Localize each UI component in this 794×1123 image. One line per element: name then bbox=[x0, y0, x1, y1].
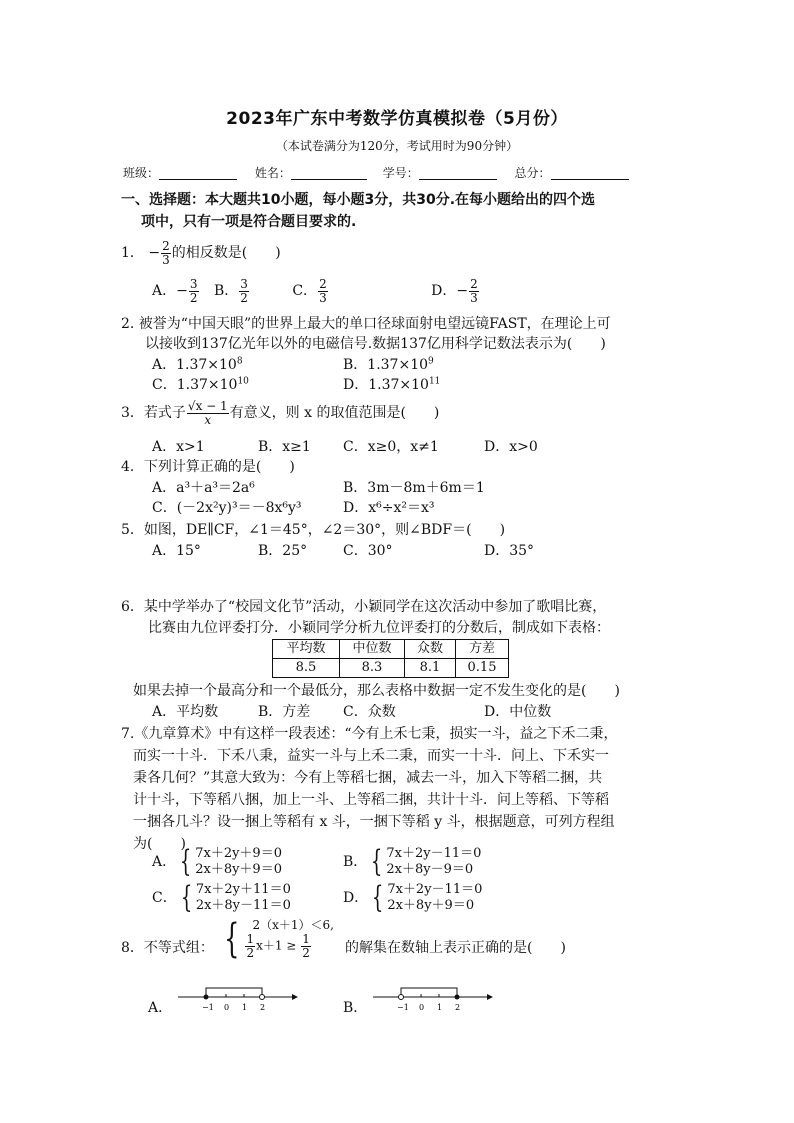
q6-line1: 6．某中学举办了“校园文化节”活动，小颖同学在这次活动中参加了歌唱比赛， bbox=[121, 599, 607, 615]
table-cell-mean: 8.5 bbox=[273, 659, 340, 678]
q2-line1: 2. 被誉为“中国天眼”的世界上最大的单口径球面射电望远镜FAST，在理论上可 bbox=[121, 316, 611, 332]
q2-option-c[interactable]: C．$1.37\times 10^{10}$ bbox=[152, 376, 249, 393]
q6-option-a[interactable]: A．平均数 bbox=[152, 704, 219, 720]
tick-label: 1 bbox=[242, 1003, 248, 1012]
q8-ineq2: $\frac{1}{2}$ x＋1 ≥ $\frac{1}{2}$ bbox=[246, 932, 310, 960]
q4-option-a[interactable]: A．a³＋a³＝2a⁶ bbox=[152, 480, 255, 496]
q7-option-b[interactable]: B． { 7x＋2y－11＝0 2x＋8y－9＝0 bbox=[343, 844, 482, 880]
tick-label: 2 bbox=[260, 1003, 266, 1012]
q2-option-b[interactable]: B．$1.37\times 10^9$ bbox=[343, 356, 434, 373]
q8-option-a-label: A． bbox=[148, 1000, 173, 1016]
q7-line3: 秉各几何？”其意大致为：今有上等稻七捆，减去一斗，加入下等稻二捆，共 bbox=[133, 770, 603, 786]
q6-option-b[interactable]: B．方差 bbox=[258, 704, 311, 720]
q8-ineq1: 2（x＋1）＜6, bbox=[252, 918, 334, 932]
q4-option-b[interactable]: B．3m－8m＋6m＝1 bbox=[343, 480, 485, 496]
q8-option-b-label: B． bbox=[343, 1000, 368, 1016]
q1-sign: − bbox=[148, 245, 161, 262]
q6-option-c[interactable]: C．众数 bbox=[343, 704, 396, 720]
tick-label: 0 bbox=[419, 1003, 425, 1012]
q1-option-d[interactable]: D．− $\frac{2}{3}$ bbox=[431, 277, 478, 305]
table-header-median: 中位数 bbox=[340, 640, 405, 659]
class-blank[interactable] bbox=[159, 167, 237, 180]
q7-option-d[interactable]: D． { 7x＋2y－11＝0 2x＋8y＋9＝0 bbox=[343, 880, 483, 916]
page-subtitle: （本试卷满分为120分，考试用时为90分钟） bbox=[275, 139, 519, 153]
q5-option-c[interactable]: C．30° bbox=[343, 543, 393, 559]
info-fields bbox=[123, 166, 629, 180]
q8-stem: 的解集在数轴上表示正确的是( ) bbox=[345, 940, 566, 956]
q3-stem: 有意义，则 x 的取值范围是( ) bbox=[229, 405, 440, 422]
q3-option-c[interactable]: C．x≥0，x≠1 bbox=[343, 439, 439, 455]
tick-label: −1 bbox=[202, 1003, 214, 1012]
q7-line4: 计十斗，下等稻八捆，加上一斗、上等稻二捆，共计十斗．问上等稻、下等稻 bbox=[133, 792, 609, 808]
q8-prefix: 8．不等式组： bbox=[121, 940, 214, 956]
q4-stem: 4．下列计算正确的是( ) bbox=[121, 459, 295, 475]
section-heading-line2: 项中，只有一项是符合题目要求的. bbox=[141, 214, 357, 230]
q7-line1: 7.《九章算术》中有这样一段表述：“今有上禾七秉，损实一斗，益之下禾二秉， bbox=[121, 726, 618, 742]
q3-option-b[interactable]: B．x≥1 bbox=[258, 439, 311, 455]
tick-label: 0 bbox=[224, 1003, 230, 1012]
q2-option-a[interactable]: A．$1.37\times 10^8$ bbox=[152, 356, 243, 373]
question-3 bbox=[121, 400, 439, 426]
q3-prefix: 3．若式子 bbox=[121, 405, 186, 422]
q5-option-d[interactable]: D．35° bbox=[484, 543, 535, 559]
q2-option-d[interactable]: D．$1.37\times 10^{11}$ bbox=[343, 376, 441, 393]
q5-option-b[interactable]: B．25° bbox=[258, 543, 308, 559]
q5-option-a[interactable]: A．15° bbox=[152, 543, 201, 559]
q2-line2: 以接收到137亿光年以外的电磁信号.数据137亿用科学记数法表示为( ) bbox=[145, 336, 606, 352]
q1-stem: 的相反数是( ) bbox=[171, 245, 281, 262]
number-line-a bbox=[170, 980, 300, 1020]
q6-option-d[interactable]: D．中位数 bbox=[484, 704, 552, 720]
tick-label: 1 bbox=[437, 1003, 443, 1012]
question-1 bbox=[121, 240, 281, 266]
q3-option-a[interactable]: A．x>1 bbox=[152, 439, 205, 455]
q7-line2: 而实一十斗．下禾八秉，益实一斗与上禾二秉，而实一十斗．问上、下禾实一 bbox=[133, 748, 609, 764]
q6-line3: 如果去掉一个最高分和一个最低分，那么表格中数据一定不发生变化的是( ) bbox=[133, 683, 620, 699]
q7-line5: 一捆各几斗？设一捆上等稻有 x 斗，一捆下等稻 y 斗，根据题意，可列方程组 bbox=[133, 814, 615, 830]
table-cell-variance: 0.15 bbox=[456, 659, 509, 678]
q8-option-a[interactable] bbox=[148, 980, 298, 1020]
q1-option-c[interactable]: C． $\frac{2}{3}$ bbox=[292, 277, 327, 305]
table-cell-mode: 8.1 bbox=[405, 659, 456, 678]
name-blank[interactable] bbox=[291, 167, 367, 180]
q8-option-b[interactable] bbox=[343, 980, 493, 1020]
name-label: 姓名： bbox=[254, 166, 291, 180]
q6-line2: 比赛由九位评委打分．小颖同学分析九位评委打的分数后，制成如下表格： bbox=[148, 620, 610, 636]
id-label: 学号： bbox=[382, 166, 419, 180]
tick-label: −1 bbox=[397, 1003, 409, 1012]
table-cell-median: 8.3 bbox=[340, 659, 405, 678]
q1-options bbox=[152, 278, 480, 304]
q1-number: 1． bbox=[121, 245, 144, 262]
score-blank[interactable] bbox=[551, 167, 629, 180]
table-header-mode: 众数 bbox=[405, 640, 456, 659]
q3-option-d[interactable]: D．x>0 bbox=[484, 439, 538, 455]
section-heading-line1: 一、选择题：本大题共10小题，每小题3分，共30分.在每小题给出的四个选 bbox=[121, 192, 596, 208]
q1-option-b[interactable]: B． $\frac{3}{2}$ bbox=[213, 277, 248, 305]
q7-option-a[interactable]: A． { 7x＋2y＋9＝0 2x＋8y＋9＝0 bbox=[152, 844, 282, 880]
q7-option-c[interactable]: C． { 7x＋2y＋11＝0 2x＋8y－11＝0 bbox=[152, 880, 291, 916]
q7-line6: 为( ) bbox=[133, 836, 186, 852]
q3-fraction: $\frac{√x - 1}{x}$ bbox=[187, 399, 228, 427]
page-title: 2023年广东中考数学仿真模拟卷（5月份） bbox=[226, 109, 568, 129]
q4-option-d[interactable]: D．x⁶÷x²＝x³ bbox=[343, 500, 435, 516]
tick-label: 2 bbox=[455, 1003, 461, 1012]
table-header-mean: 平均数 bbox=[273, 640, 340, 659]
q4-option-c[interactable]: C．(－2x²y)³＝－8x⁶y³ bbox=[152, 500, 302, 516]
q8-system: { 2（x＋1）＜6, $\frac{1}{2}$ x＋1 ≥ $\frac{1}{2}$ bbox=[224, 915, 334, 962]
number-line-b bbox=[365, 980, 495, 1020]
q1-fraction: $\frac{2}{3}$ bbox=[162, 239, 170, 267]
q6-table bbox=[272, 639, 509, 678]
id-blank[interactable] bbox=[419, 167, 497, 180]
q5-stem: 5．如图，DE∥CF，∠1＝45°，∠2＝30°，则∠BDF＝( ) bbox=[121, 522, 506, 538]
score-label: 总分： bbox=[514, 166, 551, 180]
q1-option-a[interactable]: A．− $\frac{3}{2}$ bbox=[152, 277, 198, 305]
table-header-variance: 方差 bbox=[456, 640, 509, 659]
class-label: 班级： bbox=[123, 166, 160, 180]
